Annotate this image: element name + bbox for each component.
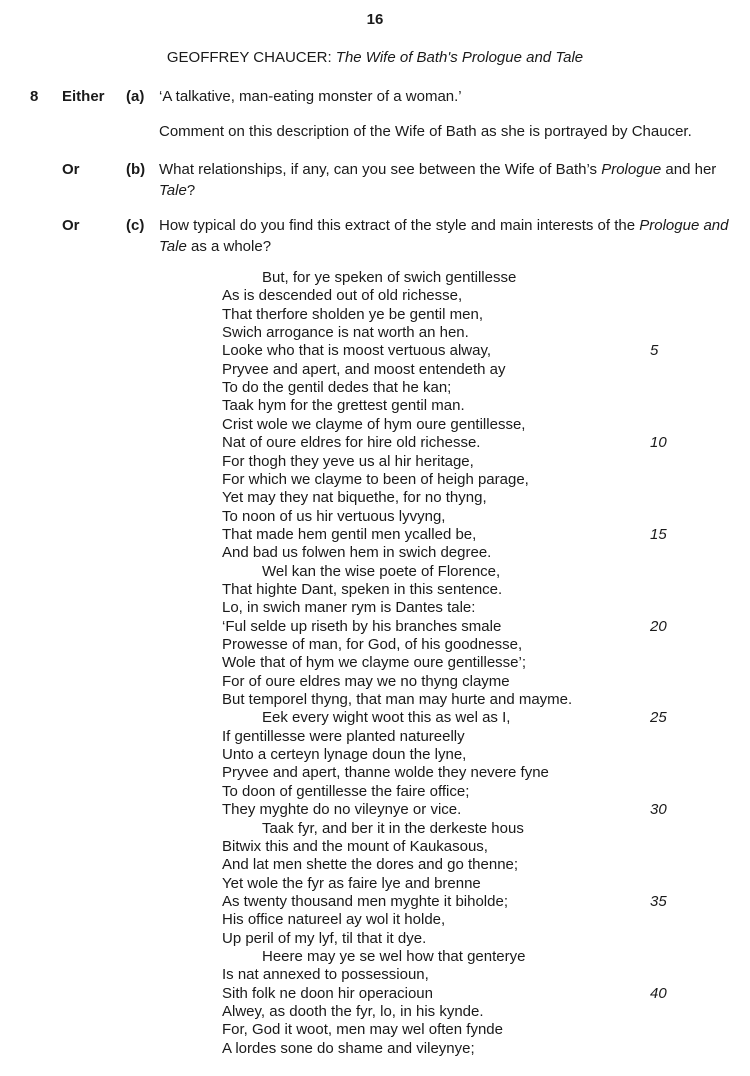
poem-line: But, for ye speken of swich gentillesse [262, 269, 517, 286]
poem-line: To doon of gentillesse the faire office; [222, 782, 470, 800]
line-number: 20 [650, 617, 667, 635]
poem-line: A lordes sone do shame and vileynye; [222, 1039, 475, 1057]
poem-line: For thogh they yeve us al hir heritage, [222, 452, 474, 470]
poem-line: Pryvee and apert, thanne wolde they nevere fyne [222, 764, 549, 782]
section-work-title: The Wife of Bath's Prologue and Tale [335, 49, 584, 66]
line-number: 30 [650, 801, 667, 819]
part-b-or-label: Or [62, 161, 80, 178]
poem-line: Yet may they nat biquethe, for no thyng, [222, 489, 487, 507]
question-number: 8 [30, 88, 39, 105]
part-c-or-label: Or [62, 217, 80, 234]
poem-line: But temporel thyng, that man may hurte and mayme. [222, 691, 573, 709]
poem-line: Nat of oure eldres for hire old richesse. [222, 434, 481, 452]
poem-line: That made hem gentil men ycalled be, [222, 525, 477, 543]
section-author: GEOFFREY CHAUCER: [166, 49, 332, 66]
poem-line: As is descended out of old richesse, [222, 287, 463, 305]
poem-line: Alwey, as dooth the fyr, lo, in his kynde. [222, 1003, 484, 1020]
poem-line: To do the gentil dedes that he kan; [222, 379, 452, 397]
poem-line: Looke who that is moost vertuous alway, [222, 342, 492, 360]
line-number: 15 [650, 525, 667, 543]
line-number: 10 [650, 434, 667, 452]
poem-line: For which we clayme to been of heigh parage, [222, 470, 529, 488]
poem-line: Sith folk ne doon hir operacioun [222, 984, 433, 1002]
part-b-label: (b) [126, 161, 146, 178]
line-number: 40 [650, 984, 667, 1002]
poem-line: If gentillesse were planted natureelly [222, 727, 465, 745]
line-number: 25 [650, 709, 667, 727]
part-a-quote: ‘A talkative, man-eating monster of a woman.’ [159, 88, 462, 105]
poem-line: ‘Ful selde up riseth by his branches smale [222, 617, 502, 635]
poem-line: Wole that of hym we clayme oure gentillesse’; [222, 654, 527, 672]
poem-line: Prowesse of man, for God, of his goodnesse, [222, 636, 523, 653]
part-c-label: (c) [126, 217, 145, 234]
section-heading [0, 49, 750, 66]
poem-line: To noon of us hir vertuous lyvyng, [222, 507, 446, 525]
part-a-instruction: Comment on this description of the Wife of Bath as she is portrayed by Chaucer. [159, 123, 692, 140]
poem-line: Up peril of my lyf, til that it dye. [222, 929, 427, 947]
poem-line: They myghte do no vileynye or vice. [222, 801, 462, 819]
poem-line: That highte Dant, speken in this sentence. [222, 580, 503, 598]
poem-line: Taak fyr, and ber it in the derkeste hous [262, 819, 524, 837]
poem-line: Is nat annexed to possessioun, [222, 966, 429, 984]
part-a-label: (a) [126, 88, 145, 105]
poem-line: For, God it woot, men may wel often fynde [222, 1021, 503, 1039]
poem-line: Taak hym for the grettest gentil man. [222, 397, 465, 415]
poem-line: That therfore sholden ye be gentil men, [222, 305, 483, 323]
poem-line: Wel kan the wise poete of Florence, [262, 562, 501, 580]
poem-line: Pryvee and apert, and moost entendeth ay [222, 360, 506, 378]
poem-line: And lat men shette the dores and go thenne; [222, 856, 519, 874]
poem-line: Unto a certeyn lynage doun the lyne, [222, 746, 467, 764]
poem-line: As twenty thousand men myghte it biholde; [222, 892, 508, 910]
poem-line: Bitwix this and the mount of Kaukasous, [222, 837, 488, 855]
poem-line: Yet wole the fyr as faire lye and brenne [222, 874, 481, 892]
part-c-text: How typical do you find this extract of the style and main interests of the Prologue and Tale as a whole? [159, 217, 729, 255]
poem-line: And bad us folwen hem in swich degree. [222, 544, 492, 562]
either-label: Either [62, 88, 105, 105]
poem-line: Lo, in swich maner rym is Dantes tale: [222, 599, 476, 617]
line-number: 35 [650, 892, 667, 910]
page-number: 16 [366, 11, 384, 28]
part-b-text: What relationships, if any, can you see between the Wife of Bath’s Prologue and her Tale? [159, 161, 717, 199]
poem-line: Swich arrogance is nat worth an hen. [222, 324, 469, 342]
poem-line: Heere may ye se wel how that genterye [262, 947, 526, 965]
line-number: 5 [650, 342, 659, 360]
poem-line: Eek every wight woot this as wel as I, [262, 709, 511, 727]
poem-line: His office natureel ay wol it holde, [222, 911, 446, 929]
poem-line: For of oure eldres may we no thyng clayme [222, 672, 510, 690]
poem-line: Crist wole we clayme of hym oure gentillesse, [222, 415, 526, 433]
